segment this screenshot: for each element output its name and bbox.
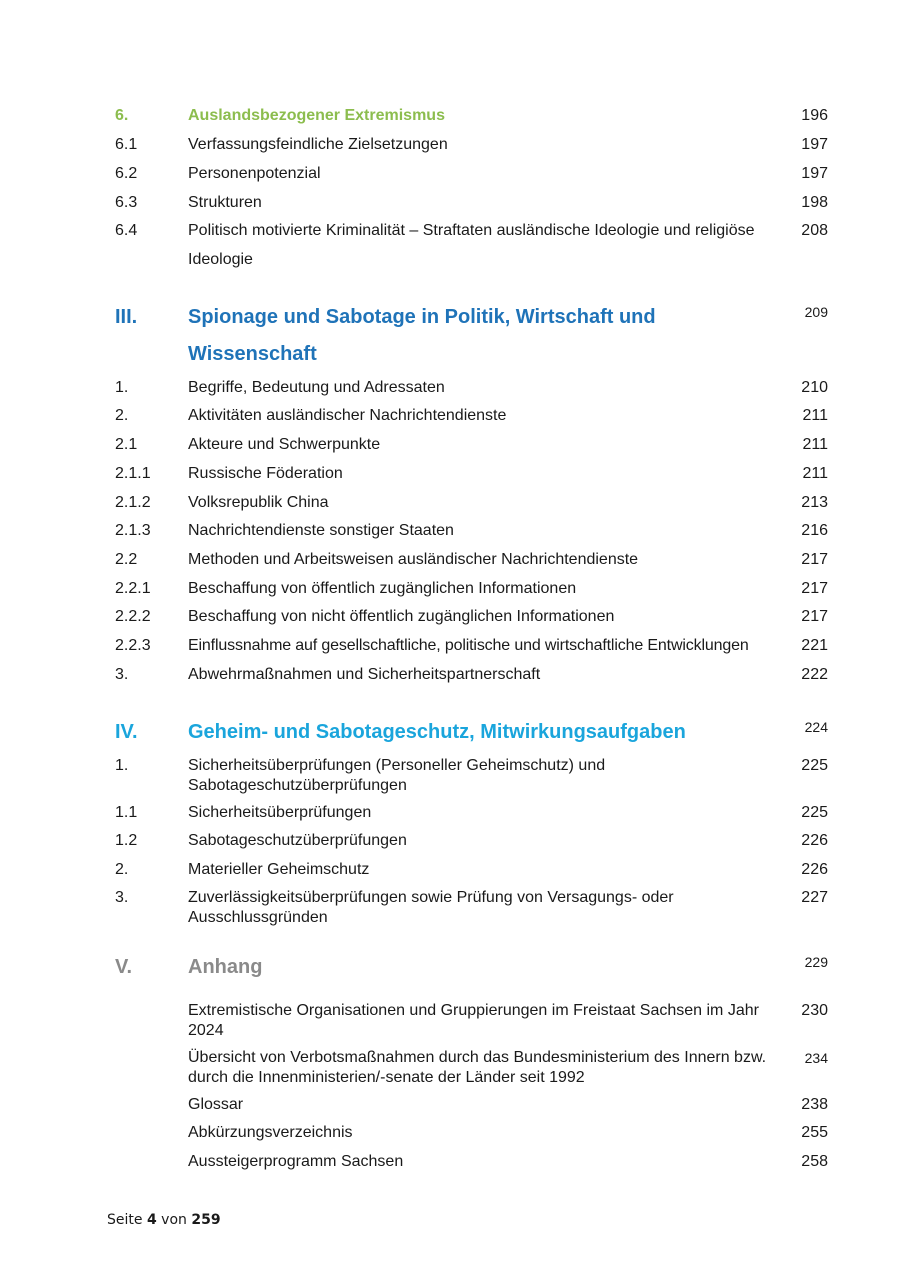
entry-title: Sicherheitsüberprüfungen bbox=[188, 804, 372, 821]
entry-page: 221 bbox=[801, 637, 828, 654]
entry-title: Abwehrmaßnahmen und Sicherheitspartnerschaft bbox=[188, 666, 541, 683]
entry-number: 2.2 bbox=[115, 551, 138, 568]
footer-current-page: 4 bbox=[146, 1212, 157, 1228]
footer-prefix: Seite bbox=[107, 1212, 143, 1228]
page-footer bbox=[107, 1212, 221, 1228]
entry-page: 198 bbox=[801, 194, 828, 211]
entry-page: 208 bbox=[801, 222, 828, 239]
entry-page: 196 bbox=[801, 107, 828, 124]
entry-page: 213 bbox=[801, 494, 828, 511]
entry-number: 2.2.1 bbox=[115, 580, 151, 597]
entry-title: Politisch motivierte Kriminalität – Straftaten ausländische Ideologie und religiöse Ideologie bbox=[188, 222, 755, 268]
entry-title: Extremistische Organisationen und Gruppierungen im Freistaat Sachsen im Jahr 2024 bbox=[188, 1002, 759, 1039]
entry-title: Aktivitäten ausländischer Nachrichtendienste bbox=[188, 407, 507, 424]
entry-page: 227 bbox=[801, 889, 828, 906]
entry-page: 258 bbox=[801, 1153, 828, 1170]
entry-title: Abkürzungsverzeichnis bbox=[188, 1124, 353, 1141]
entry-page: 226 bbox=[801, 832, 828, 849]
entry-page: 211 bbox=[802, 465, 828, 482]
entry-title: Russische Föderation bbox=[188, 465, 343, 482]
entry-page: 230 bbox=[801, 1002, 828, 1019]
entry-title: Nachrichtendienste sonstiger Staaten bbox=[188, 522, 454, 539]
entry-title: Akteure und Schwerpunkte bbox=[188, 436, 381, 453]
entry-title: Beschaffung von nicht öffentlich zugänglichen Informationen bbox=[188, 608, 615, 625]
entry-number: 1.1 bbox=[115, 804, 138, 821]
entry-number: 2. bbox=[115, 861, 129, 878]
entry-number: 6.1 bbox=[115, 136, 138, 153]
chapter-page: 209 bbox=[804, 304, 828, 320]
entry-number: 2. bbox=[115, 407, 129, 424]
entry-page: 234 bbox=[804, 1050, 828, 1066]
entry-page: 211 bbox=[802, 407, 828, 424]
chapter-page: 229 bbox=[804, 954, 828, 970]
entry-number: 1. bbox=[115, 379, 129, 396]
entry-number: 6.4 bbox=[115, 222, 138, 239]
entry-title: Personenpotenzial bbox=[188, 165, 321, 182]
entry-title: Materieller Geheimschutz bbox=[188, 861, 370, 878]
entry-number: 6.3 bbox=[115, 194, 138, 211]
entry-number: 2.2.3 bbox=[115, 637, 151, 654]
entry-title: Sicherheitsüberprüfungen (Personeller Geheimschutz) und Sabotageschutzüberprüfungen bbox=[188, 757, 606, 794]
entry-number: 2.1.3 bbox=[115, 522, 151, 539]
entry-page: 217 bbox=[801, 608, 828, 625]
entry-page: 210 bbox=[801, 379, 828, 396]
entry-page: 255 bbox=[801, 1124, 828, 1141]
entry-title: Aussteigerprogramm Sachsen bbox=[188, 1153, 404, 1170]
entry-title: Glossar bbox=[188, 1096, 244, 1113]
chapter-page: 224 bbox=[804, 719, 828, 735]
chapter-number: V. bbox=[115, 956, 133, 978]
entry-number: 1.2 bbox=[115, 832, 138, 849]
entry-title: Übersicht von Verbotsmaßnahmen durch das Bundesministerium des Innern bzw. durch die Innenministerien/-senate der Länder seit 1992 bbox=[188, 1049, 767, 1086]
entry-title: Verfassungsfeindliche Zielsetzungen bbox=[188, 136, 448, 153]
chapter-title: Anhang bbox=[188, 956, 263, 978]
chapter-number: III. bbox=[115, 306, 138, 328]
entry-number: 3. bbox=[115, 666, 129, 683]
chapter-title: Spionage und Sabotage in Politik, Wirtschaft und Wissenschaft bbox=[188, 306, 656, 365]
entry-number: 6. bbox=[115, 107, 129, 124]
entry-title: Einflussnahme auf gesellschaftliche, politische und wirtschaftliche Entwicklungen bbox=[188, 637, 749, 654]
entry-number: 3. bbox=[115, 889, 129, 906]
entry-page: 216 bbox=[801, 522, 828, 539]
entry-page: 225 bbox=[801, 757, 828, 774]
entry-title: Begriffe, Bedeutung und Adressaten bbox=[188, 379, 445, 396]
entry-page: 197 bbox=[801, 136, 828, 153]
entry-title: Auslandsbezogener Extremismus bbox=[188, 107, 445, 124]
entry-page: 226 bbox=[801, 861, 828, 878]
chapter-number: IV. bbox=[115, 721, 138, 743]
entry-number: 2.2.2 bbox=[115, 608, 151, 625]
entry-title: Volksrepublik China bbox=[188, 494, 329, 511]
entry-page: 197 bbox=[801, 165, 828, 182]
entry-page: 211 bbox=[802, 436, 828, 453]
footer-total-pages: 259 bbox=[191, 1212, 221, 1228]
entry-title: Sabotageschutzüberprüfungen bbox=[188, 832, 407, 849]
entry-number: 2.1.1 bbox=[115, 465, 151, 482]
chapter-title: Geheim- und Sabotageschutz, Mitwirkungsaufgaben bbox=[188, 721, 686, 743]
entry-number: 1. bbox=[115, 757, 129, 774]
entry-title: Beschaffung von öffentlich zugänglichen Informationen bbox=[188, 580, 577, 597]
entry-number: 2.1 bbox=[115, 436, 138, 453]
entry-number: 2.1.2 bbox=[115, 494, 151, 511]
entry-page: 225 bbox=[801, 804, 828, 821]
entry-page: 217 bbox=[801, 551, 828, 568]
entry-number: 6.2 bbox=[115, 165, 138, 182]
entry-title: Methoden und Arbeitsweisen ausländischer Nachrichtendienste bbox=[188, 551, 639, 568]
entry-title: Zuverlässigkeitsüberprüfungen sowie Prüfung von Versagungs- oder Ausschlussgründen bbox=[188, 889, 674, 926]
entry-page: 217 bbox=[801, 580, 828, 597]
entry-page: 222 bbox=[801, 666, 828, 683]
footer-of: von bbox=[161, 1212, 187, 1228]
entry-title: Strukturen bbox=[188, 194, 262, 211]
entry-page: 238 bbox=[801, 1096, 828, 1113]
